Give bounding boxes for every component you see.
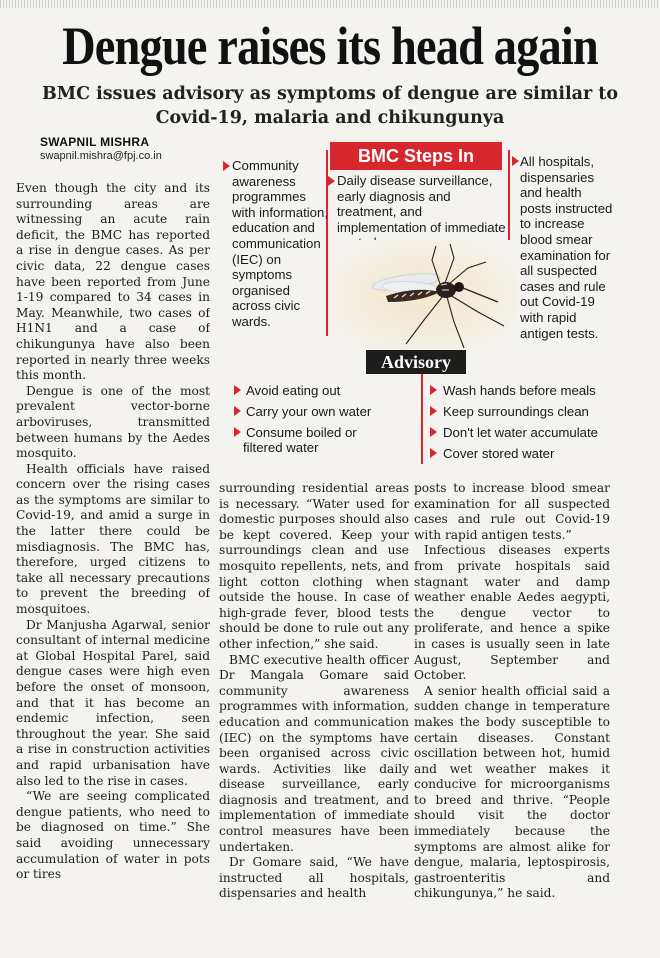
step1-bullet-icon [223, 161, 230, 171]
paragraph: Even though the city and its surrounding areas are witnessing an acute rain deficit, the BMC has reported a rise in dengue cases. As per civic data, 22 dengue cases have been reported from June 1-19 compared to 34 cases in May. Meanwhile, two cases of H1N1 and a case of chikungunya have also been reported in nearly three weeks this month. [16, 181, 210, 383]
advice-bullet-icon [430, 448, 437, 458]
paragraph: Dengue is one of the most prevalent vector-borne arboviruses, transmitted between humans by the Aedes mosquito. [16, 383, 210, 461]
subhead-line-1: BMC issues advisory as symptoms of dengue are similar to [41, 84, 619, 104]
headline: Dengue raises its head again [62, 16, 598, 76]
article-column-1 [16, 181, 210, 953]
step2-bullet-icon [328, 176, 335, 186]
paragraph: posts to increase blood smear examination for all suspected cases and rule out Covid-19 with rapid antigen tests.” [414, 481, 610, 542]
subhead-line-2: Covid-19, malaria and chikungunya [155, 108, 505, 128]
paragraph: “We are seeing complicated dengue patients, who need to be diagnosed on time.” She said avoiding unnecessary accumulation of water in pots or tires [16, 789, 210, 882]
advice-bullet-icon [430, 406, 437, 416]
advice-bullet-icon [234, 427, 241, 437]
paragraph: A senior health official said a sudden change in temperature makes the body susceptible to certain diseases. Constant oscillation between hot, humid and wet weather makes it conducive for microorganisms to breed and thrive. “People should visit the doctor immediately because the symptoms are almost alike for dengue, malaria, leptospirosis, gastroenteritis and chikungunya,” he said. [414, 683, 610, 901]
byline [40, 135, 200, 162]
article-column-2 [219, 481, 409, 953]
step3-bullet-icon [512, 156, 519, 166]
info-box [218, 142, 614, 474]
step-hospitals: All hospitals, dispensaries and health posts instructed to increase blood smear examination for all suspected cases and rule out Covid-19 with rapid antigen tests. [520, 154, 613, 341]
advice-item: Don't let water accumulate [443, 425, 598, 440]
advisory-divider [421, 374, 423, 464]
advice-item-continued: filtered water [243, 440, 319, 455]
advice-bullet-icon [234, 406, 241, 416]
step-surveillance: Daily disease surveillance, early diagnosis and treatment, and implementation of immediate [337, 173, 506, 235]
advice-bullet-icon [430, 427, 437, 437]
paragraph: Health officials have raised concern over the rising cases as the symptoms are similar to Covid-19, and amid a surge in the latter there could be misdiagnosis. The BMC has, therefore, urged citizens to take all necessary precautions to prevent the breeding of mosquitoes. [16, 461, 210, 617]
advisory-title: Advisory [366, 350, 466, 374]
step-community-awareness: Community awareness programmes with information, education and communication (IEC) on symptoms organised across civic wards. [232, 158, 329, 329]
paragraph: BMC executive health officer Dr Mangala Gomare said community awareness programmes with information, education and communication (IEC) on the symptoms have been organised across civic wards. Activities like daily disease surveillance, early diagnosis and treatment, and implementation of immediate control measures have been undertaken. [219, 652, 409, 854]
advice-item: Avoid eating out [246, 383, 341, 398]
paragraph: Dr Manjusha Agarwal, senior consultant of internal medicine at Global Hospital Parel, said dengue cases were high even before the onset of monsoon, and that it has become an endemic infection, seen throughout the year. She said a rise in construction activities and rapid urbanisation have also led to the rise in cases. [16, 617, 210, 788]
advice-bullet-icon [234, 385, 241, 395]
paragraph: Dr Gomare said, “We have instructed all hospitals, dispensaries and health [219, 855, 409, 901]
article-column-3 [414, 481, 610, 953]
advice-item: Cover stored water [443, 446, 555, 461]
paragraph: surrounding residential areas is necessary. “Water used for domestic purposes should also be kept covered. Keep your surroundings clean and use mosquito repellents, nets, and light cotton clothing when outside the house. In case of high-grade fever, blood tests should be done to rule out any other infection,” she said. [219, 481, 409, 651]
advice-item: Consume boiled or [246, 425, 357, 440]
subheadline [20, 82, 640, 130]
advice-item: Wash hands before meals [443, 383, 596, 398]
advice-item: Keep surroundings clean [443, 404, 589, 419]
advice-bullet-icon [430, 385, 437, 395]
author-email: swapnil.mishra@fpj.co.in [40, 150, 162, 162]
advice-item: Carry your own water [246, 404, 372, 419]
paragraph: Infectious diseases experts from private hospitals said stagnant water and damp weather enable Aedes aegypti, the dengue vector to proliferate, and hence a spike in cases is usually seen in late August, September and October. [414, 543, 610, 683]
steps-title: BMC Steps In [330, 142, 502, 170]
mosquito-illustration [328, 240, 518, 352]
page-top-rule [0, 0, 660, 8]
author-name: SWAPNIL MISHRA [40, 135, 150, 149]
